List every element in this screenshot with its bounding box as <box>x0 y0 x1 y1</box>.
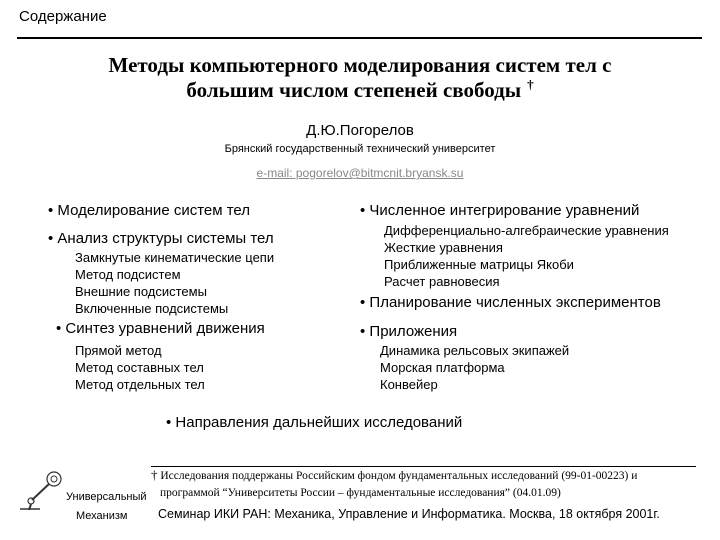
page-title <box>20 53 700 103</box>
universal-mechanism-logo-icon <box>18 470 66 510</box>
section-label: Содержание <box>19 8 107 25</box>
footnote-line-1: Исследования поддержаны Российским фондом фундаментальных исследований (99-01-00223) и <box>160 470 638 482</box>
bullet-integration: • Численное интегрирование уравнений <box>360 202 640 219</box>
footnote-mark: † <box>151 467 158 482</box>
footnote-line-2: программой “Университеты России – фундаментальные исследования” (04.01.09) <box>160 487 561 499</box>
bullet-planning: • Планирование численных экспериментов <box>360 294 661 311</box>
applications-list <box>380 342 569 393</box>
bullet-analysis: • Анализ структуры системы тел <box>48 230 274 247</box>
list-item: Динамика рельсовых экипажей <box>380 343 570 358</box>
bullet-modeling: • Моделирование систем тел <box>48 202 251 219</box>
author-name: Д.Ю.Погорелов <box>306 122 414 139</box>
list-item: Приближенные матрицы Якоби <box>384 257 574 272</box>
list-item: Метод отдельных тел <box>75 377 205 392</box>
header-divider <box>17 37 702 39</box>
affiliation: Брянский государственный технический университет <box>224 143 496 155</box>
email-link[interactable]: e-mail: pogorelov@bitmcnit.bryansk.su <box>256 166 464 180</box>
list-item: Морская платформа <box>380 360 505 375</box>
integration-list <box>384 222 669 290</box>
list-item: Расчет равновесия <box>384 274 500 289</box>
title-footnote-mark: † <box>527 77 534 92</box>
bullet-applications: • Приложения <box>360 323 458 340</box>
seminar-footer: Семинар ИКИ РАН: Механика, Управление и Информатика. Москва, 18 октября 2001г. <box>158 507 660 521</box>
list-item: Прямой метод <box>75 343 162 358</box>
footnote <box>151 466 637 502</box>
list-item: Конвейер <box>380 377 438 392</box>
list-item: Замкнутые кинематические цепи <box>75 250 275 265</box>
logo-text-line-1: Универсальный <box>66 491 147 503</box>
list-item: Метод составных тел <box>75 360 204 375</box>
list-item: Жесткие уравнения <box>384 240 503 255</box>
title-line-2-text: большим числом степеней свободы <box>186 78 522 102</box>
bullet-directions: • Направления дальнейших исследований <box>166 414 463 431</box>
analysis-list <box>75 249 274 317</box>
list-item: Включенные подсистемы <box>75 301 229 316</box>
title-line-1: Методы компьютерного моделирования систем тел с <box>108 53 612 77</box>
synthesis-list <box>75 342 205 393</box>
logo-text-line-2: Механизм <box>76 510 128 522</box>
list-item: Дифференциально-алгебраические уравнения <box>384 223 669 238</box>
list-item: Метод подсистем <box>75 267 181 282</box>
bullet-synthesis: • Синтез уравнений движения <box>56 320 265 337</box>
list-item: Внешние подсистемы <box>75 284 207 299</box>
title-line-2 <box>20 78 700 103</box>
